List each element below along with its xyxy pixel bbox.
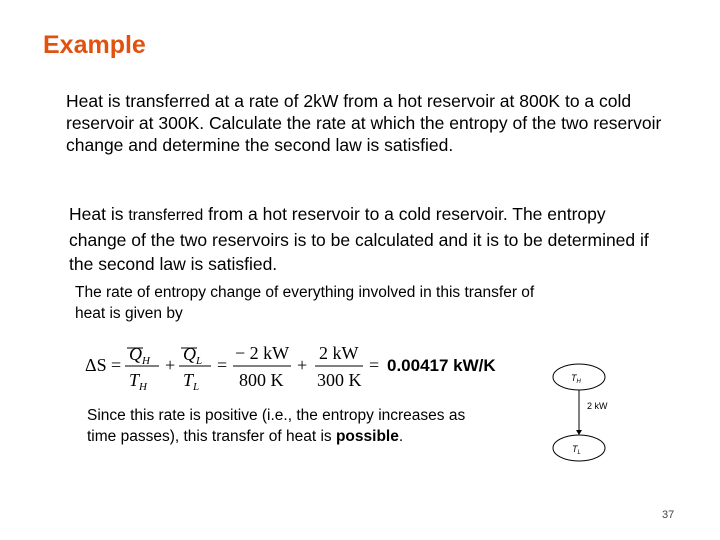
arrow-head: [576, 430, 582, 435]
conclusion-end: .: [398, 428, 404, 445]
eq-ql: $Q_L$: [183, 344, 203, 367]
hot-reservoir-label: $T_H$: [571, 373, 581, 385]
heat-rate-label: 2 kW: [587, 401, 608, 411]
problem-statement: Heat is transferred at a rate of 2kW from a hot reservoir at 800K to a cold reservoir at 300K. Calculate the rate at which the entropy of the two reservoir change and determine the second law is satisfied.: [66, 91, 662, 155]
eq-equals-1: =: [111, 355, 122, 375]
eq-equals-3: =: [369, 355, 380, 375]
eq-den1: 800 K: [239, 370, 284, 390]
reservoir-diagram: [545, 360, 655, 465]
eq-plus: +: [165, 355, 176, 375]
eq-num2: 2 kW: [319, 343, 359, 363]
conclusion-bold: possible: [335, 428, 399, 445]
analysis-start: Heat is: [69, 204, 129, 224]
slide-title: Example: [43, 31, 146, 59]
analysis-small-word: transferred: [128, 207, 204, 224]
rate-intro: The rate of entropy change of everything involved in this transfer of heat is given by: [75, 284, 535, 322]
analysis-paragraph: [69, 202, 659, 276]
entropy-equation: [85, 338, 515, 394]
eq-tl: $T_L$: [183, 370, 200, 393]
eq-result: 0.00417 kW/K: [387, 356, 496, 375]
conclusion: [87, 405, 477, 447]
eq-plus-2: +: [297, 355, 308, 375]
cold-reservoir-label: $T_L$: [572, 444, 581, 456]
eq-equals-2: =: [217, 355, 228, 375]
hot-reservoir-ellipse: [553, 364, 605, 390]
eq-qh: $Q_H$: [129, 344, 150, 367]
eq-den2: 300 K: [317, 370, 362, 390]
eq-delta-s: ΔS: [85, 355, 107, 375]
eq-num1: − 2 kW: [235, 343, 290, 363]
conclusion-text: Since this rate is positive (i.e., the entropy increases as time passes), this transfer of heat is: [87, 407, 466, 445]
cold-reservoir-ellipse: [553, 435, 605, 461]
analysis-end: from a hot reservoir to a cold reservoir. The entropy change of the two reservoirs is to be calculated and it is to be determined if the second law is satisfied.: [69, 204, 649, 274]
page-number: 37: [662, 509, 675, 521]
eq-th: $T_H$: [129, 370, 147, 393]
